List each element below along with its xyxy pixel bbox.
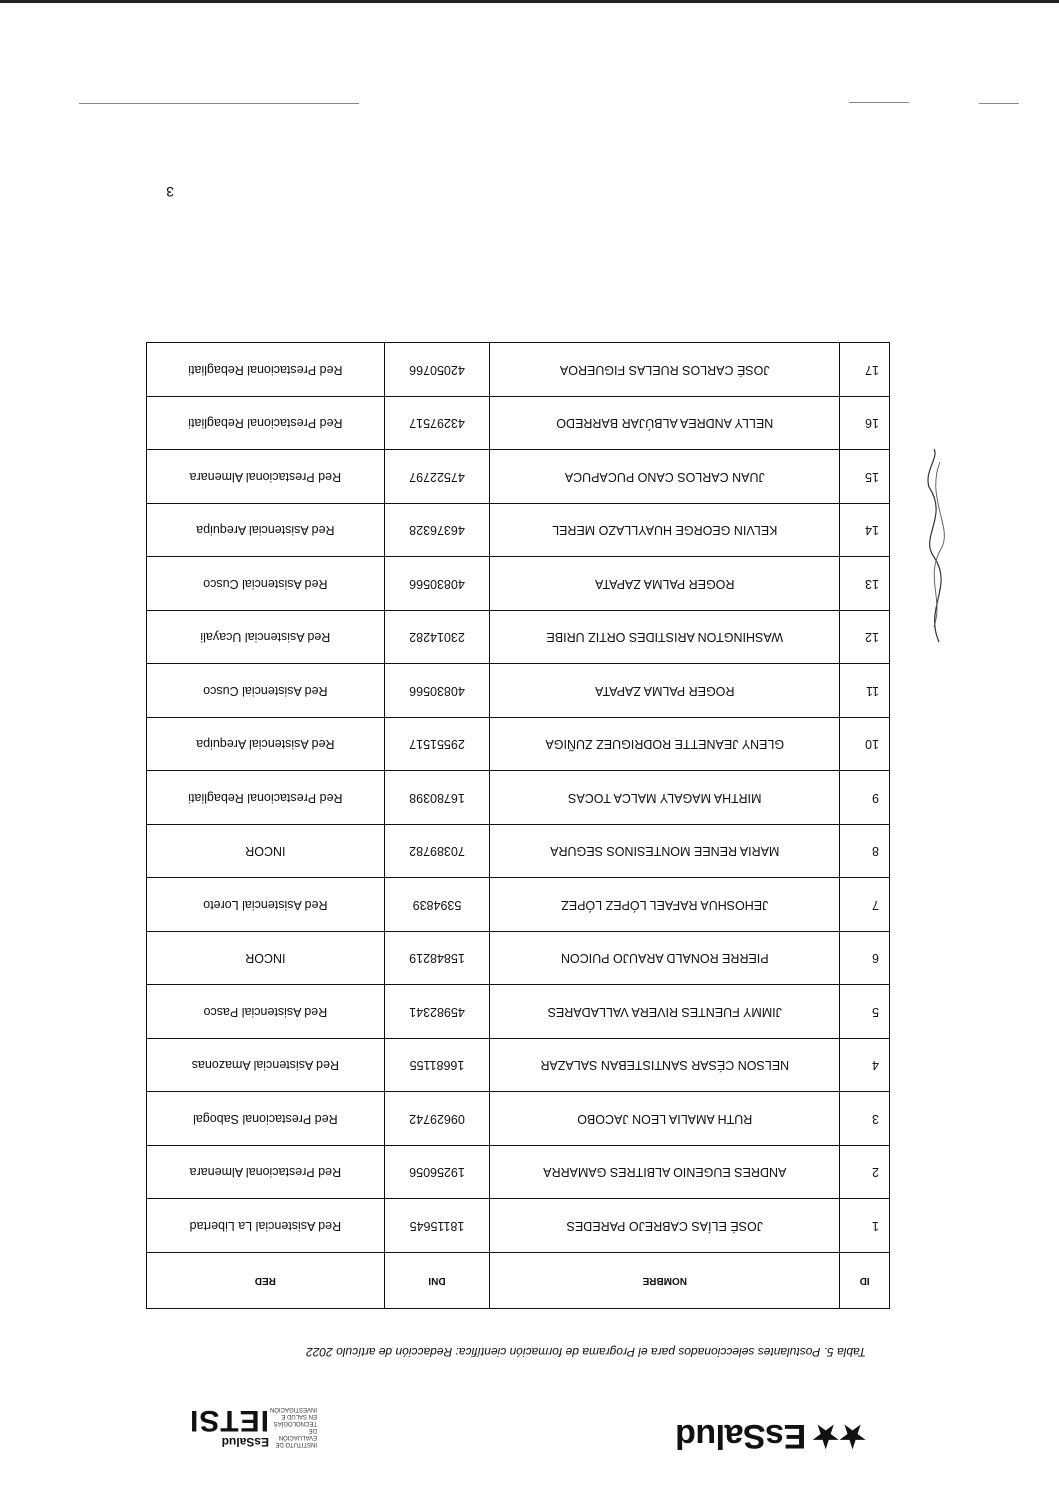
cell-id: 5	[840, 985, 890, 1039]
cell-red: Red Asistencial Amazonas	[147, 1039, 385, 1093]
cell-nombre: NELLY ANDREA ALBÚJAR BARREDO	[490, 397, 840, 451]
cell-dni: 40830566	[384, 557, 490, 611]
cell-id: 13	[840, 557, 890, 611]
cell-id: 7	[840, 878, 890, 932]
cell-nombre: GLENY JEANETTE RODRIGUEZ ZUÑIGA	[490, 718, 840, 772]
cell-nombre: KELVIN GEORGE HUAYLLAZO MEREL	[490, 504, 840, 558]
cell-nombre: ROGER PALMA ZAPATA	[490, 557, 840, 611]
table-row	[147, 1146, 890, 1200]
header-nombre: NOMBRE	[490, 1253, 840, 1309]
cell-red: INCOR	[147, 932, 385, 986]
cell-id: 15	[840, 450, 890, 504]
cell-id: 11	[840, 664, 890, 718]
cell-red: Red Asistencial La Libertad	[147, 1199, 385, 1253]
cell-red: Red Asistencial Ucayali	[147, 611, 385, 665]
cell-dni: 09629742	[384, 1092, 490, 1146]
table-caption: Tabla 5. Postulantes seleccionados para el Programa de formación científica: Redacción de artículo 2022	[306, 1345, 866, 1359]
page-number: 3	[166, 184, 174, 200]
cell-id: 10	[840, 718, 890, 772]
cell-dni: 46376328	[384, 504, 490, 558]
cell-dni: 70389782	[384, 825, 490, 879]
cell-red: Red Prestacional Sabogal	[147, 1092, 385, 1146]
ietsi-subtitle: INSTITUTO DE EVALUACIÓN DE TECNOLOGÍAS EN SALUD E INVESTIGACIÓN	[269, 1406, 317, 1447]
cell-red: Red Prestacional Rebagliati	[147, 771, 385, 825]
ietsi-essalud-text: EsSalud	[221, 1435, 269, 1449]
cell-id: 17	[840, 343, 890, 397]
applicants-table	[146, 343, 890, 1310]
table-row	[147, 1092, 890, 1146]
cell-nombre: JIMMY FUENTES RIVERA VALLADARES	[490, 985, 840, 1039]
scan-speck	[979, 103, 1019, 104]
table-row	[147, 718, 890, 772]
cell-dni: 15848219	[384, 932, 490, 986]
cell-dni: 40830566	[384, 664, 490, 718]
table-row	[147, 825, 890, 879]
cell-id: 8	[840, 825, 890, 879]
table-row	[147, 1199, 890, 1253]
cell-nombre: NELSON CÉSAR SANTISTEBAN SALAZAR	[490, 1039, 840, 1093]
ietsi-logo-text: IETSI	[188, 1404, 269, 1437]
cell-id: 9	[840, 771, 890, 825]
cell-id: 16	[840, 397, 890, 451]
essalud-logo	[676, 1416, 866, 1455]
cell-dni: 23014282	[384, 611, 490, 665]
cell-dni: 18115645	[384, 1199, 490, 1253]
essalud-logo-text: EsSalud	[675, 1417, 807, 1455]
cell-dni: 47522797	[384, 450, 490, 504]
cell-id: 12	[840, 611, 890, 665]
ietsi-logo	[189, 1405, 317, 1451]
cell-id: 4	[840, 1039, 890, 1093]
header-id: ID	[840, 1253, 890, 1309]
cell-dni: 5394839	[384, 878, 490, 932]
cell-nombre: RUTH AMALIA LEON JACOBO	[490, 1092, 840, 1146]
table-row	[147, 343, 890, 397]
handwritten-signature	[914, 447, 964, 647]
cell-nombre: JOSÉ CARLOS RUELAS FIGUEROA	[490, 343, 840, 397]
cell-nombre: PIERRE RONALD ARAUJO PUICON	[490, 932, 840, 986]
cell-nombre: MIRTHA MAGALY MALCA TOCAS	[490, 771, 840, 825]
cell-red: INCOR	[147, 825, 385, 879]
cell-dni: 45982341	[384, 985, 490, 1039]
scan-speck	[849, 102, 909, 103]
table-row	[147, 397, 890, 451]
cell-red: Red Asistencial Cusco	[147, 664, 385, 718]
cell-red: Red Prestacional Rebagliati	[147, 397, 385, 451]
cell-nombre: ROGER PALMA ZAPATA	[490, 664, 840, 718]
table-row	[147, 504, 890, 558]
cell-id: 1	[840, 1199, 890, 1253]
cell-nombre: WASHINGTON ARISTIDES ORTIZ URIBE	[490, 611, 840, 665]
scan-speck	[79, 103, 359, 104]
cell-id: 6	[840, 932, 890, 986]
cell-dni: 16780398	[384, 771, 490, 825]
cell-red: Red Asistencial Loreto	[147, 878, 385, 932]
cell-id: 14	[840, 504, 890, 558]
cell-red: Red Prestacional Rebagliati	[147, 343, 385, 397]
cell-dni: 29551517	[384, 718, 490, 772]
cell-id: 3	[840, 1092, 890, 1146]
table-row	[147, 1039, 890, 1093]
cell-red: Red Asistencial Pasco	[147, 985, 385, 1039]
cell-dni: 19256056	[384, 1146, 490, 1200]
table-row	[147, 611, 890, 665]
cell-nombre: MARIA RENEE MONTESINOS SEGURA	[490, 825, 840, 879]
cell-id: 2	[840, 1146, 890, 1200]
header-dni: DNI	[384, 1253, 490, 1309]
table-row	[147, 450, 890, 504]
cell-nombre: JOSÉ ELÍAS CABREJO PAREDES	[490, 1199, 840, 1253]
header-red: RED	[147, 1253, 385, 1309]
cell-dni: 42050766	[384, 343, 490, 397]
cell-red: Red Prestacional Almenara	[147, 1146, 385, 1200]
cell-red: Red Asistencial Cusco	[147, 557, 385, 611]
table-header-row	[147, 1253, 890, 1309]
cell-nombre: JUAN CARLOS CANO PUCAPUCA	[490, 450, 840, 504]
table-row	[147, 985, 890, 1039]
cell-nombre: JEHOSHUA RAFAEL LÓPEZ LÓPEZ	[490, 878, 840, 932]
scan-edge	[0, 0, 1059, 3]
cell-red: Red Asistencial Arequipa	[147, 504, 385, 558]
cell-dni: 16681155	[384, 1039, 490, 1093]
cell-red: Red Asistencial Arequipa	[147, 718, 385, 772]
essalud-people-icon: ★★	[812, 1419, 866, 1452]
table-row	[147, 771, 890, 825]
table-row	[147, 664, 890, 718]
table-row	[147, 932, 890, 986]
table-row	[147, 557, 890, 611]
cell-nombre: ANDRES EUGENIO ALBITRES GAMARRA	[490, 1146, 840, 1200]
cell-dni: 43297517	[384, 397, 490, 451]
cell-red: Red Prestacional Almenara	[147, 450, 385, 504]
table-row	[147, 878, 890, 932]
